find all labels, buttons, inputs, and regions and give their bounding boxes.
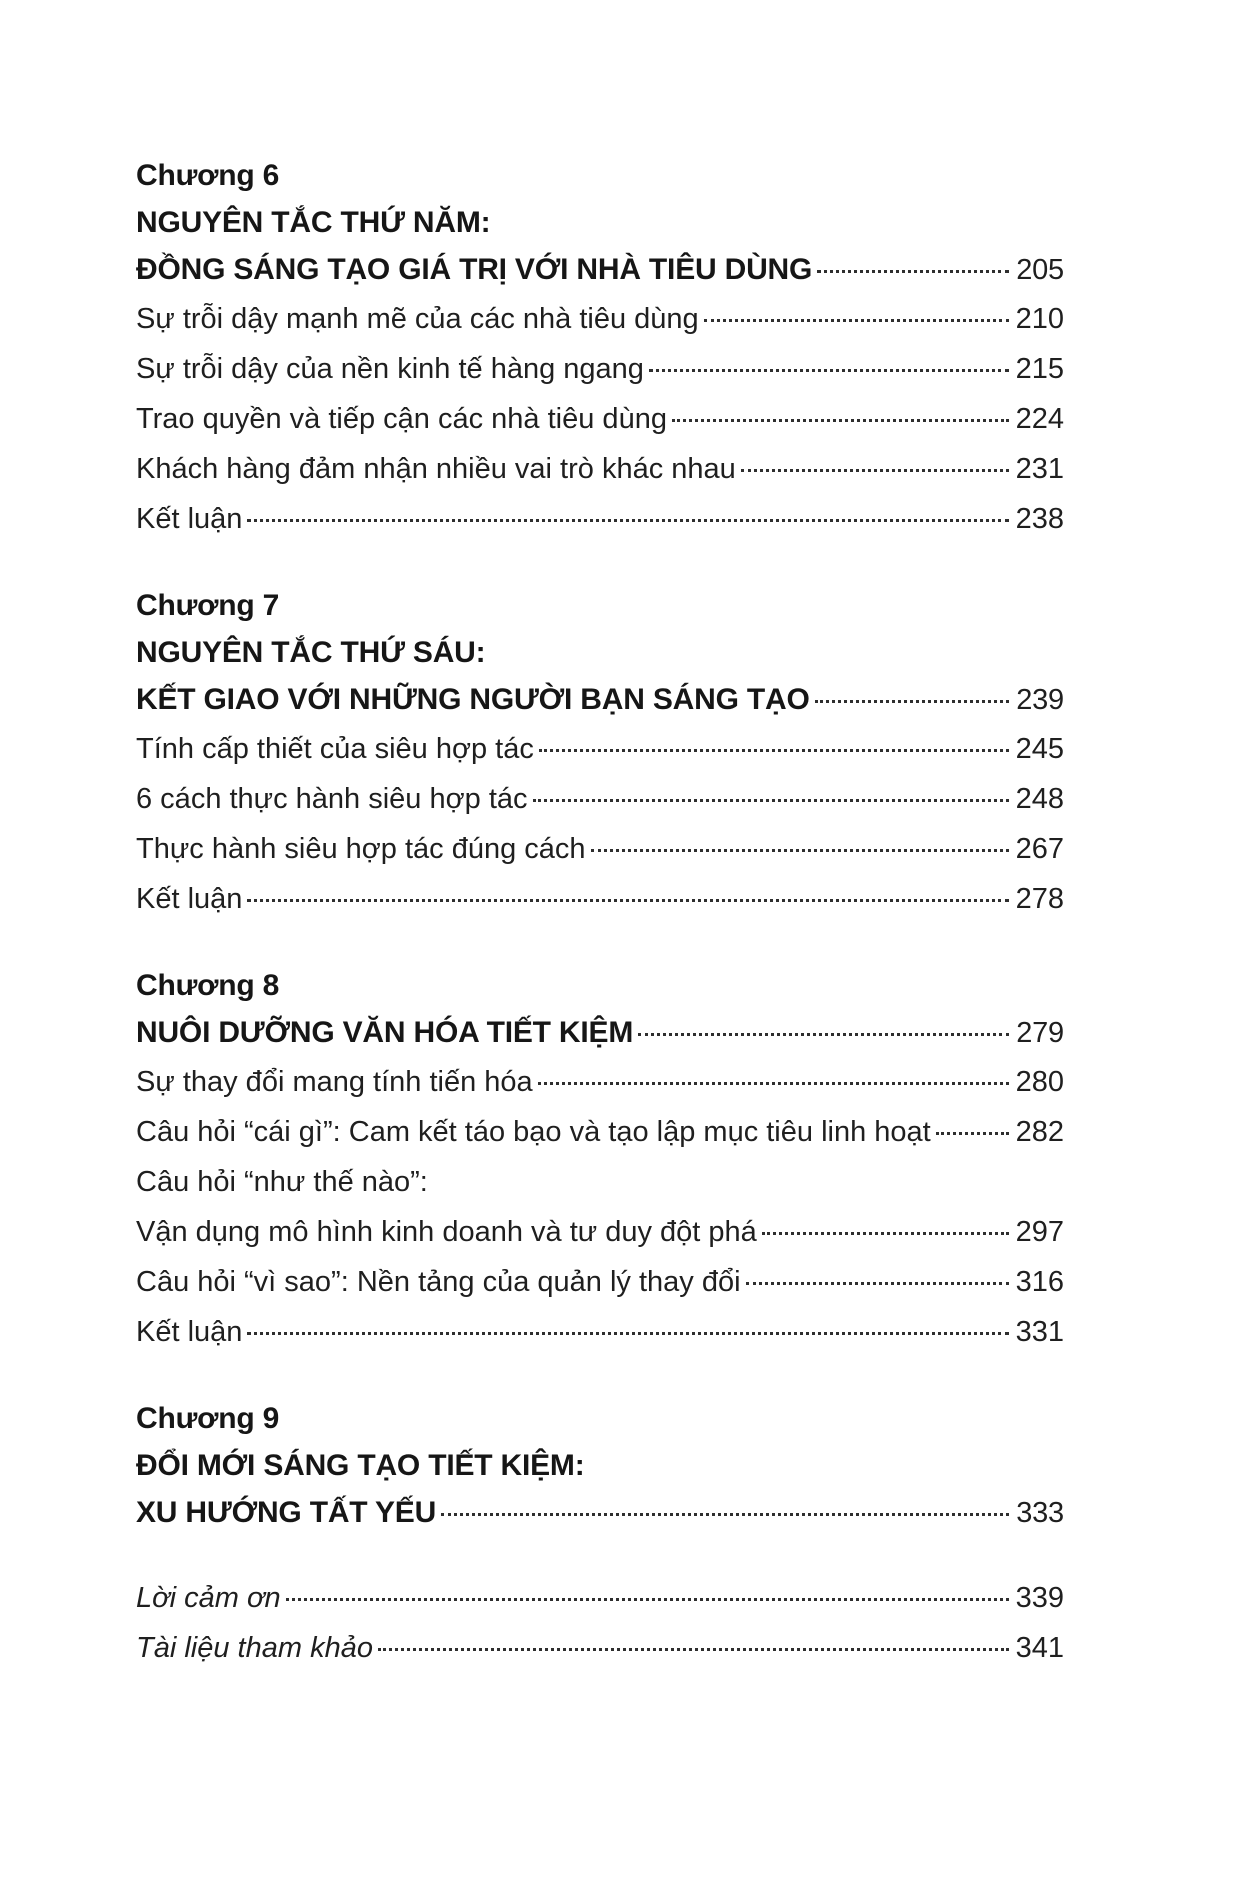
dot-leader [538,1082,1009,1085]
chapter-title-line [136,676,1064,724]
dot-leader [649,369,1009,372]
dot-leader [286,1598,1009,1601]
entry-text: Sự trỗi dậy mạnh mẽ của các nhà tiêu dùng [136,303,699,335]
chapter-label [136,962,1064,1009]
toc-entry-row [136,494,1064,544]
dot-leader [247,519,1008,522]
page-number: 316 [1015,1266,1064,1298]
dot-leader [539,749,1009,752]
dot-leader [638,1033,1009,1036]
entry-text: Kết luận [136,883,243,915]
dot-leader [741,469,1009,472]
chapter-title-line [136,1442,1064,1489]
chapter-label [136,152,1064,199]
page-number: 224 [1015,403,1064,435]
toc-section [136,152,1064,544]
chapter-title-line [136,1489,1064,1537]
page-number: 279 [1016,1017,1064,1049]
entry-text: Chương 7 [136,589,280,622]
dot-leader [936,1132,1009,1135]
page-number: 333 [1016,1497,1064,1529]
entry-text: Sự thay đổi mang tính tiến hóa [136,1066,533,1098]
page-number: 205 [1016,254,1064,286]
entry-text: Chương 9 [136,1402,280,1435]
page-number: 280 [1015,1066,1064,1098]
chapter-title-line [136,1009,1064,1057]
chapter-title-line [136,629,1064,676]
toc-entry-row [136,444,1064,494]
page-number: 341 [1015,1632,1064,1664]
toc-entry-row [136,774,1064,824]
page-number: 239 [1016,684,1064,716]
entry-text: Câu hỏi “như thế nào”: [136,1166,428,1198]
page-number: 339 [1015,1582,1064,1614]
entry-text: XU HƯỚNG TẤT YẾU [136,1496,437,1529]
dot-leader [378,1648,1009,1651]
dot-leader [746,1282,1009,1285]
entry-text: Trao quyền và tiếp cận các nhà tiêu dùng [136,403,667,435]
toc-entry-row [136,394,1064,444]
entry-text: Chương 6 [136,159,280,192]
entry-text: NUÔI DƯỠNG VĂN HÓA TIẾT KIỆM [136,1016,634,1049]
entry-text: Tính cấp thiết của siêu hợp tác [136,733,534,765]
toc-entry-row [136,1057,1064,1107]
page-number: 267 [1015,833,1064,865]
chapter-label [136,582,1064,629]
chapter-title-line [136,246,1064,294]
toc-section [136,1395,1064,1537]
toc-entry-row [136,1207,1064,1257]
page-number: 210 [1015,303,1064,335]
entry-text: Sự trỗi dậy của nền kinh tế hàng ngang [136,353,644,385]
entry-text: Chương 8 [136,969,280,1002]
toc-entry-row [136,824,1064,874]
entry-text: Lời cảm ơn [136,1582,281,1614]
dot-leader [247,899,1008,902]
entry-text: Kết luận [136,1316,243,1348]
entry-text: ĐỔI MỚI SÁNG TẠO TIẾT KIỆM: [136,1449,585,1482]
toc [136,152,1064,1673]
toc-entry-row [136,344,1064,394]
entry-text: Khách hàng đảm nhận nhiều vai trò khác nhau [136,453,736,485]
page-number: 245 [1015,733,1064,765]
page-number: 278 [1015,883,1064,915]
toc-section [136,582,1064,924]
entry-text: Kết luận [136,503,243,535]
entry-text: Vận dụng mô hình kinh doanh và tư duy đột phá [136,1216,757,1248]
dot-leader [704,319,1009,322]
page-number: 215 [1015,353,1064,385]
page-number: 238 [1015,503,1064,535]
chapter-title-line [136,199,1064,246]
entry-text: NGUYÊN TẮC THỨ SÁU: [136,636,486,669]
entry-text: ĐỒNG SÁNG TẠO GIÁ TRỊ VỚI NHÀ TIÊU DÙNG [136,253,813,286]
toc-entry-row [136,874,1064,924]
entry-text: Câu hỏi “cái gì”: Cam kết táo bạo và tạo lập mục tiêu linh hoạt [136,1116,931,1148]
toc-section [136,962,1064,1357]
dot-leader [672,419,1009,422]
dot-leader [441,1513,1009,1516]
page-number: 282 [1015,1116,1064,1148]
toc-entry-row [136,1107,1064,1157]
back-matter-row [136,1573,1064,1623]
dot-leader [247,1332,1008,1335]
entry-text: NGUYÊN TẮC THỨ NĂM: [136,206,491,239]
back-matter-row [136,1623,1064,1673]
dot-leader [817,270,1009,273]
toc-entry-row [136,1257,1064,1307]
page-number: 248 [1015,783,1064,815]
toc-entry-row [136,1307,1064,1357]
back-matter [136,1573,1064,1673]
page-number: 297 [1015,1216,1064,1248]
entry-text: Thực hành siêu hợp tác đúng cách [136,833,586,865]
entry-text: 6 cách thực hành siêu hợp tác [136,783,528,815]
entry-text: KẾT GIAO VỚI NHỮNG NGƯỜI BẠN SÁNG TẠO [136,683,810,716]
dot-leader [533,799,1009,802]
chapter-label [136,1395,1064,1442]
page-number: 331 [1015,1316,1064,1348]
entry-text: Câu hỏi “vì sao”: Nền tảng của quản lý thay đổi [136,1266,741,1298]
dot-leader [591,849,1009,852]
page-number: 231 [1015,453,1064,485]
dot-leader [815,700,1010,703]
toc-entry-row [136,1157,1064,1207]
dot-leader [762,1232,1009,1235]
toc-entry-row [136,294,1064,344]
entry-text: Tài liệu tham khảo [136,1632,373,1664]
toc-entry-row [136,724,1064,774]
